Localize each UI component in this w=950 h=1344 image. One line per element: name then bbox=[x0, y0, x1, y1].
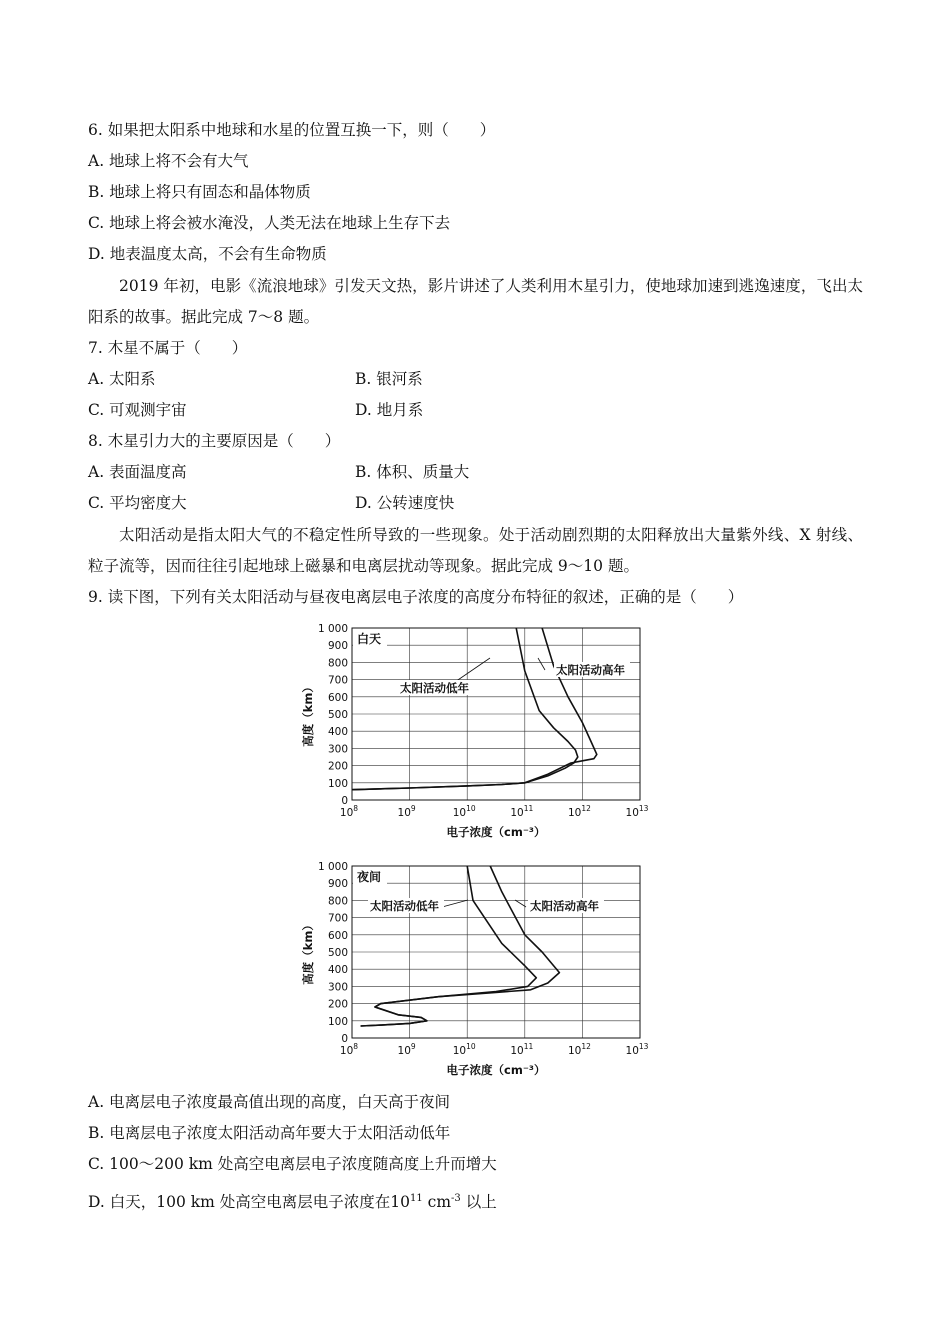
y-tick-label: 100 bbox=[327, 777, 348, 790]
y-tick-label: 200 bbox=[327, 760, 348, 773]
x-tick-label: $10^{11}$ bbox=[510, 804, 534, 819]
annotation-solar-minimum: 太阳活动低年 bbox=[400, 681, 469, 695]
x-tick-label: $10^9$ bbox=[397, 1042, 416, 1057]
q9-option-d-unit-exponent: -3 bbox=[451, 1193, 461, 1204]
panel-title: 夜间 bbox=[357, 870, 382, 884]
y-tick-label: 400 bbox=[327, 964, 348, 977]
y-tick-label: 500 bbox=[327, 709, 348, 721]
q6-option-a[interactable]: A. 地球上将不会有大气 bbox=[88, 152, 249, 170]
panel-title: 白天 bbox=[357, 632, 382, 646]
x-tick-label: $10^{13}$ bbox=[625, 1042, 649, 1057]
y-axis-label: 高度（km） bbox=[301, 919, 315, 985]
y-tick-label: 0 bbox=[341, 795, 348, 807]
q9-option-d-text: D. 白天，100 km 处高空电离层电子浓度在 bbox=[88, 1193, 391, 1211]
q9-option-b[interactable]: B. 电离层电子浓度太阳活动高年要大于太阳活动低年 bbox=[88, 1124, 451, 1142]
y-tick-label: 1 000 bbox=[317, 623, 348, 635]
q6-option-b[interactable]: B. 地球上将只有固态和晶体物质 bbox=[88, 183, 311, 201]
q7-option-d[interactable]: D. 地月系 bbox=[355, 401, 424, 419]
curve-solar-maximum bbox=[361, 866, 560, 1026]
q9-option-c[interactable]: C. 100～200 km 处高空电离层电子浓度随高度上升而增大 bbox=[88, 1155, 497, 1173]
q9-stem: 9. 读下图，下列有关太阳活动与昼夜电离层电子浓度的高度分布特征的叙述，正确的是（ ） bbox=[88, 588, 744, 606]
q7-option-c[interactable]: C. 可观测宇宙 bbox=[88, 401, 187, 419]
y-tick-label: 700 bbox=[327, 912, 348, 925]
y-tick-label: 400 bbox=[327, 726, 348, 739]
y-tick-label: 300 bbox=[327, 981, 348, 994]
annotation-solar-maximum: 太阳活动高年 bbox=[530, 899, 599, 913]
x-axis-label: 电子浓度（cm⁻³） bbox=[446, 1063, 546, 1077]
q7-option-b[interactable]: B. 银河系 bbox=[355, 370, 423, 388]
q8-stem: 8. 木星引力大的主要原因是（ ） bbox=[88, 432, 341, 450]
q7-option-a[interactable]: A. 太阳系 bbox=[88, 370, 156, 388]
x-tick-label: $10^8$ bbox=[339, 804, 359, 819]
q9-option-d-base: 10 bbox=[390, 1193, 410, 1211]
annotation-solar-maximum: 太阳活动高年 bbox=[556, 663, 625, 677]
passage-solar-activity: 太阳活动是指太阳大气的不稳定性所导致的一些现象。处于活动剧烈期的太阳释放出大量紫外线、X 射线、粒子流等，因而往往引起地球上磁暴和电离层扰动等现象。据此完成 9～10 题。 bbox=[88, 526, 863, 575]
curve-solar-minimum bbox=[361, 866, 537, 1026]
q9-option-d-tail: 以上 bbox=[460, 1193, 497, 1211]
x-tick-label: $10^9$ bbox=[397, 804, 416, 819]
y-tick-label: 800 bbox=[327, 657, 348, 670]
q8-option-a[interactable]: A. 表面温度高 bbox=[88, 463, 187, 481]
y-tick-label: 0 bbox=[341, 1033, 348, 1045]
q6-stem: 6. 如果把太阳系中地球和水星的位置互换一下，则（ ） bbox=[88, 121, 496, 139]
q9-option-d-unit: cm bbox=[422, 1193, 452, 1211]
y-tick-label: 800 bbox=[327, 895, 348, 908]
y-axis-label: 高度（km） bbox=[301, 681, 315, 747]
q8-option-b[interactable]: B. 体积、质量大 bbox=[355, 463, 470, 481]
q8-option-d[interactable]: D. 公转速度快 bbox=[355, 494, 455, 512]
y-tick-label: 900 bbox=[327, 878, 348, 891]
annotation-leader bbox=[515, 900, 526, 907]
y-tick-label: 300 bbox=[327, 743, 348, 756]
q8-option-c[interactable]: C. 平均密度大 bbox=[88, 494, 187, 512]
x-tick-label: $10^{10}$ bbox=[452, 1042, 476, 1057]
daytime-chart bbox=[300, 620, 660, 850]
q9-option-a[interactable]: A. 电离层电子浓度最高值出现的高度，白天高于夜间 bbox=[88, 1093, 451, 1111]
daytime-chart-svg bbox=[300, 620, 660, 850]
q7-stem: 7. 木星不属于（ ） bbox=[88, 339, 248, 357]
x-tick-label: $10^8$ bbox=[339, 1042, 359, 1057]
x-tick-label: $10^{10}$ bbox=[452, 804, 476, 819]
q9-option-d[interactable] bbox=[88, 1192, 497, 1212]
annotation-leader bbox=[538, 658, 545, 670]
y-tick-label: 500 bbox=[327, 947, 348, 959]
y-tick-label: 600 bbox=[327, 929, 348, 942]
passage-wandering-earth: 2019 年初，电影《流浪地球》引发天文热，影片讲述了人类利用木星引力，使地球加速到逃逸速度，飞出太阳系的故事。据此完成 7～8 题。 bbox=[88, 277, 863, 326]
x-tick-label: $10^{12}$ bbox=[567, 804, 591, 819]
x-tick-label: $10^{11}$ bbox=[510, 1042, 534, 1057]
y-tick-label: 900 bbox=[327, 640, 348, 653]
nighttime-chart-svg bbox=[300, 858, 660, 1088]
x-tick-label: $10^{13}$ bbox=[625, 804, 649, 819]
q6-option-d[interactable]: D. 地表温度太高，不会有生命物质 bbox=[88, 245, 327, 263]
nighttime-chart bbox=[300, 858, 660, 1088]
y-tick-label: 200 bbox=[327, 998, 348, 1011]
q6-option-c[interactable]: C. 地球上将会被水淹没，人类无法在地球上生存下去 bbox=[88, 214, 451, 232]
y-tick-label: 700 bbox=[327, 674, 348, 687]
annotation-solar-minimum: 太阳活动低年 bbox=[370, 899, 439, 913]
y-tick-label: 600 bbox=[327, 691, 348, 704]
y-tick-label: 1 000 bbox=[317, 861, 348, 873]
q9-option-d-exponent: 11 bbox=[410, 1193, 423, 1204]
y-tick-label: 100 bbox=[327, 1015, 348, 1028]
annotation-leader bbox=[442, 900, 468, 907]
x-axis-label: 电子浓度（cm⁻³） bbox=[446, 825, 546, 839]
x-tick-label: $10^{12}$ bbox=[567, 1042, 591, 1057]
